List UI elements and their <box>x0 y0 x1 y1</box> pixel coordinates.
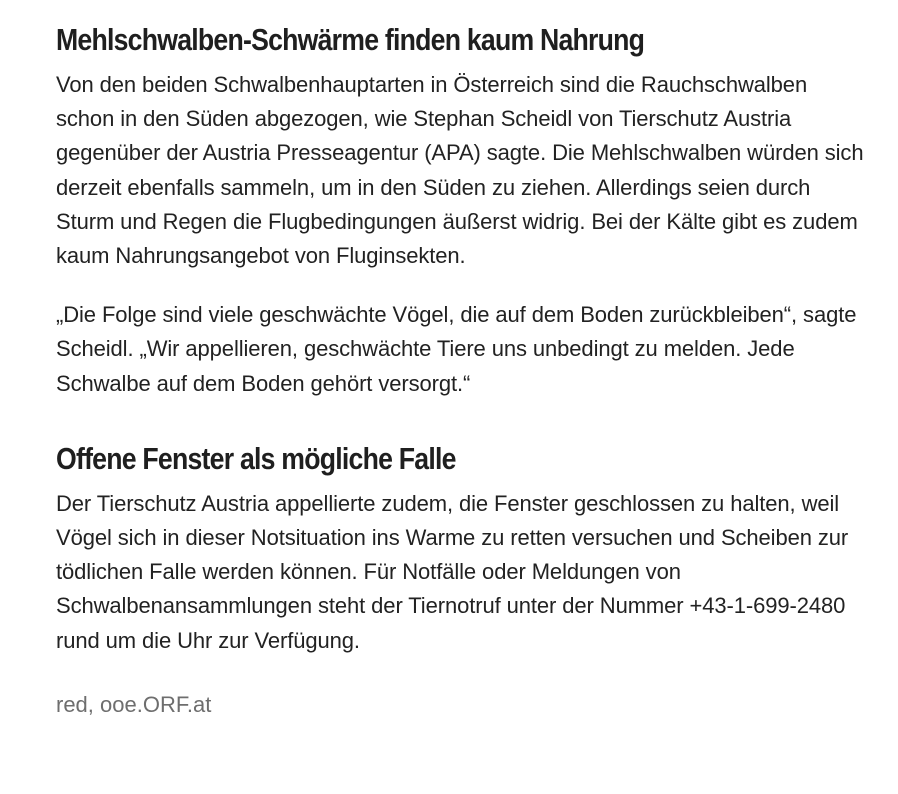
section-heading-mehlschwalben: Mehlschwalben-Schwärme finden kaum Nahrung <box>56 22 645 57</box>
article-credit: red, ooe.ORF.at <box>56 691 212 717</box>
paragraph-quote-scheidl: „Die Folge sind viele geschwächte Vögel, die auf dem Boden zurückbleiben“, sagte Scheidl. „Wir appellieren, geschwächte Tiere uns unbedingt zu melden. Jede Schwalbe auf dem Boden gehört versorgt.“ <box>56 302 857 396</box>
section-heading-offene-fenster: Offene Fenster als mögliche Falle <box>56 440 456 476</box>
paragraph-schwalbenarten: Von den beiden Schwalbenhauptarten in Österreich sind die Rauchschwalben schon in den Süden abgezogen, wie Stephan Scheidl von Tierschutz Austria gegenüber der Austria Presseagentur (APA) sagte. Die Mehlschwalben würden sich derzeit ebenfalls sammeln, um in den Süden zu ziehen. Allerdings seien durch Sturm und Regen die Flugbedingungen äußerst widrig. Bei der Kälte gibt es zudem kaum Nahrungsangebot von Fluginsekten. <box>56 72 864 269</box>
paragraph-fenster-appell: Der Tierschutz Austria appellierte zudem, die Fenster geschlossen zu halten, weil Vögel sich in dieser Notsituation ins Warme zu retten versuchen und Scheiben zur tödlichen Falle werden können. Für Notfälle oder Meldungen von Schwalbenansammlungen steht der Tiernotruf unter der Nummer +43-1-699-2480 rund um die Uhr zur Verfügung. <box>56 490 849 653</box>
